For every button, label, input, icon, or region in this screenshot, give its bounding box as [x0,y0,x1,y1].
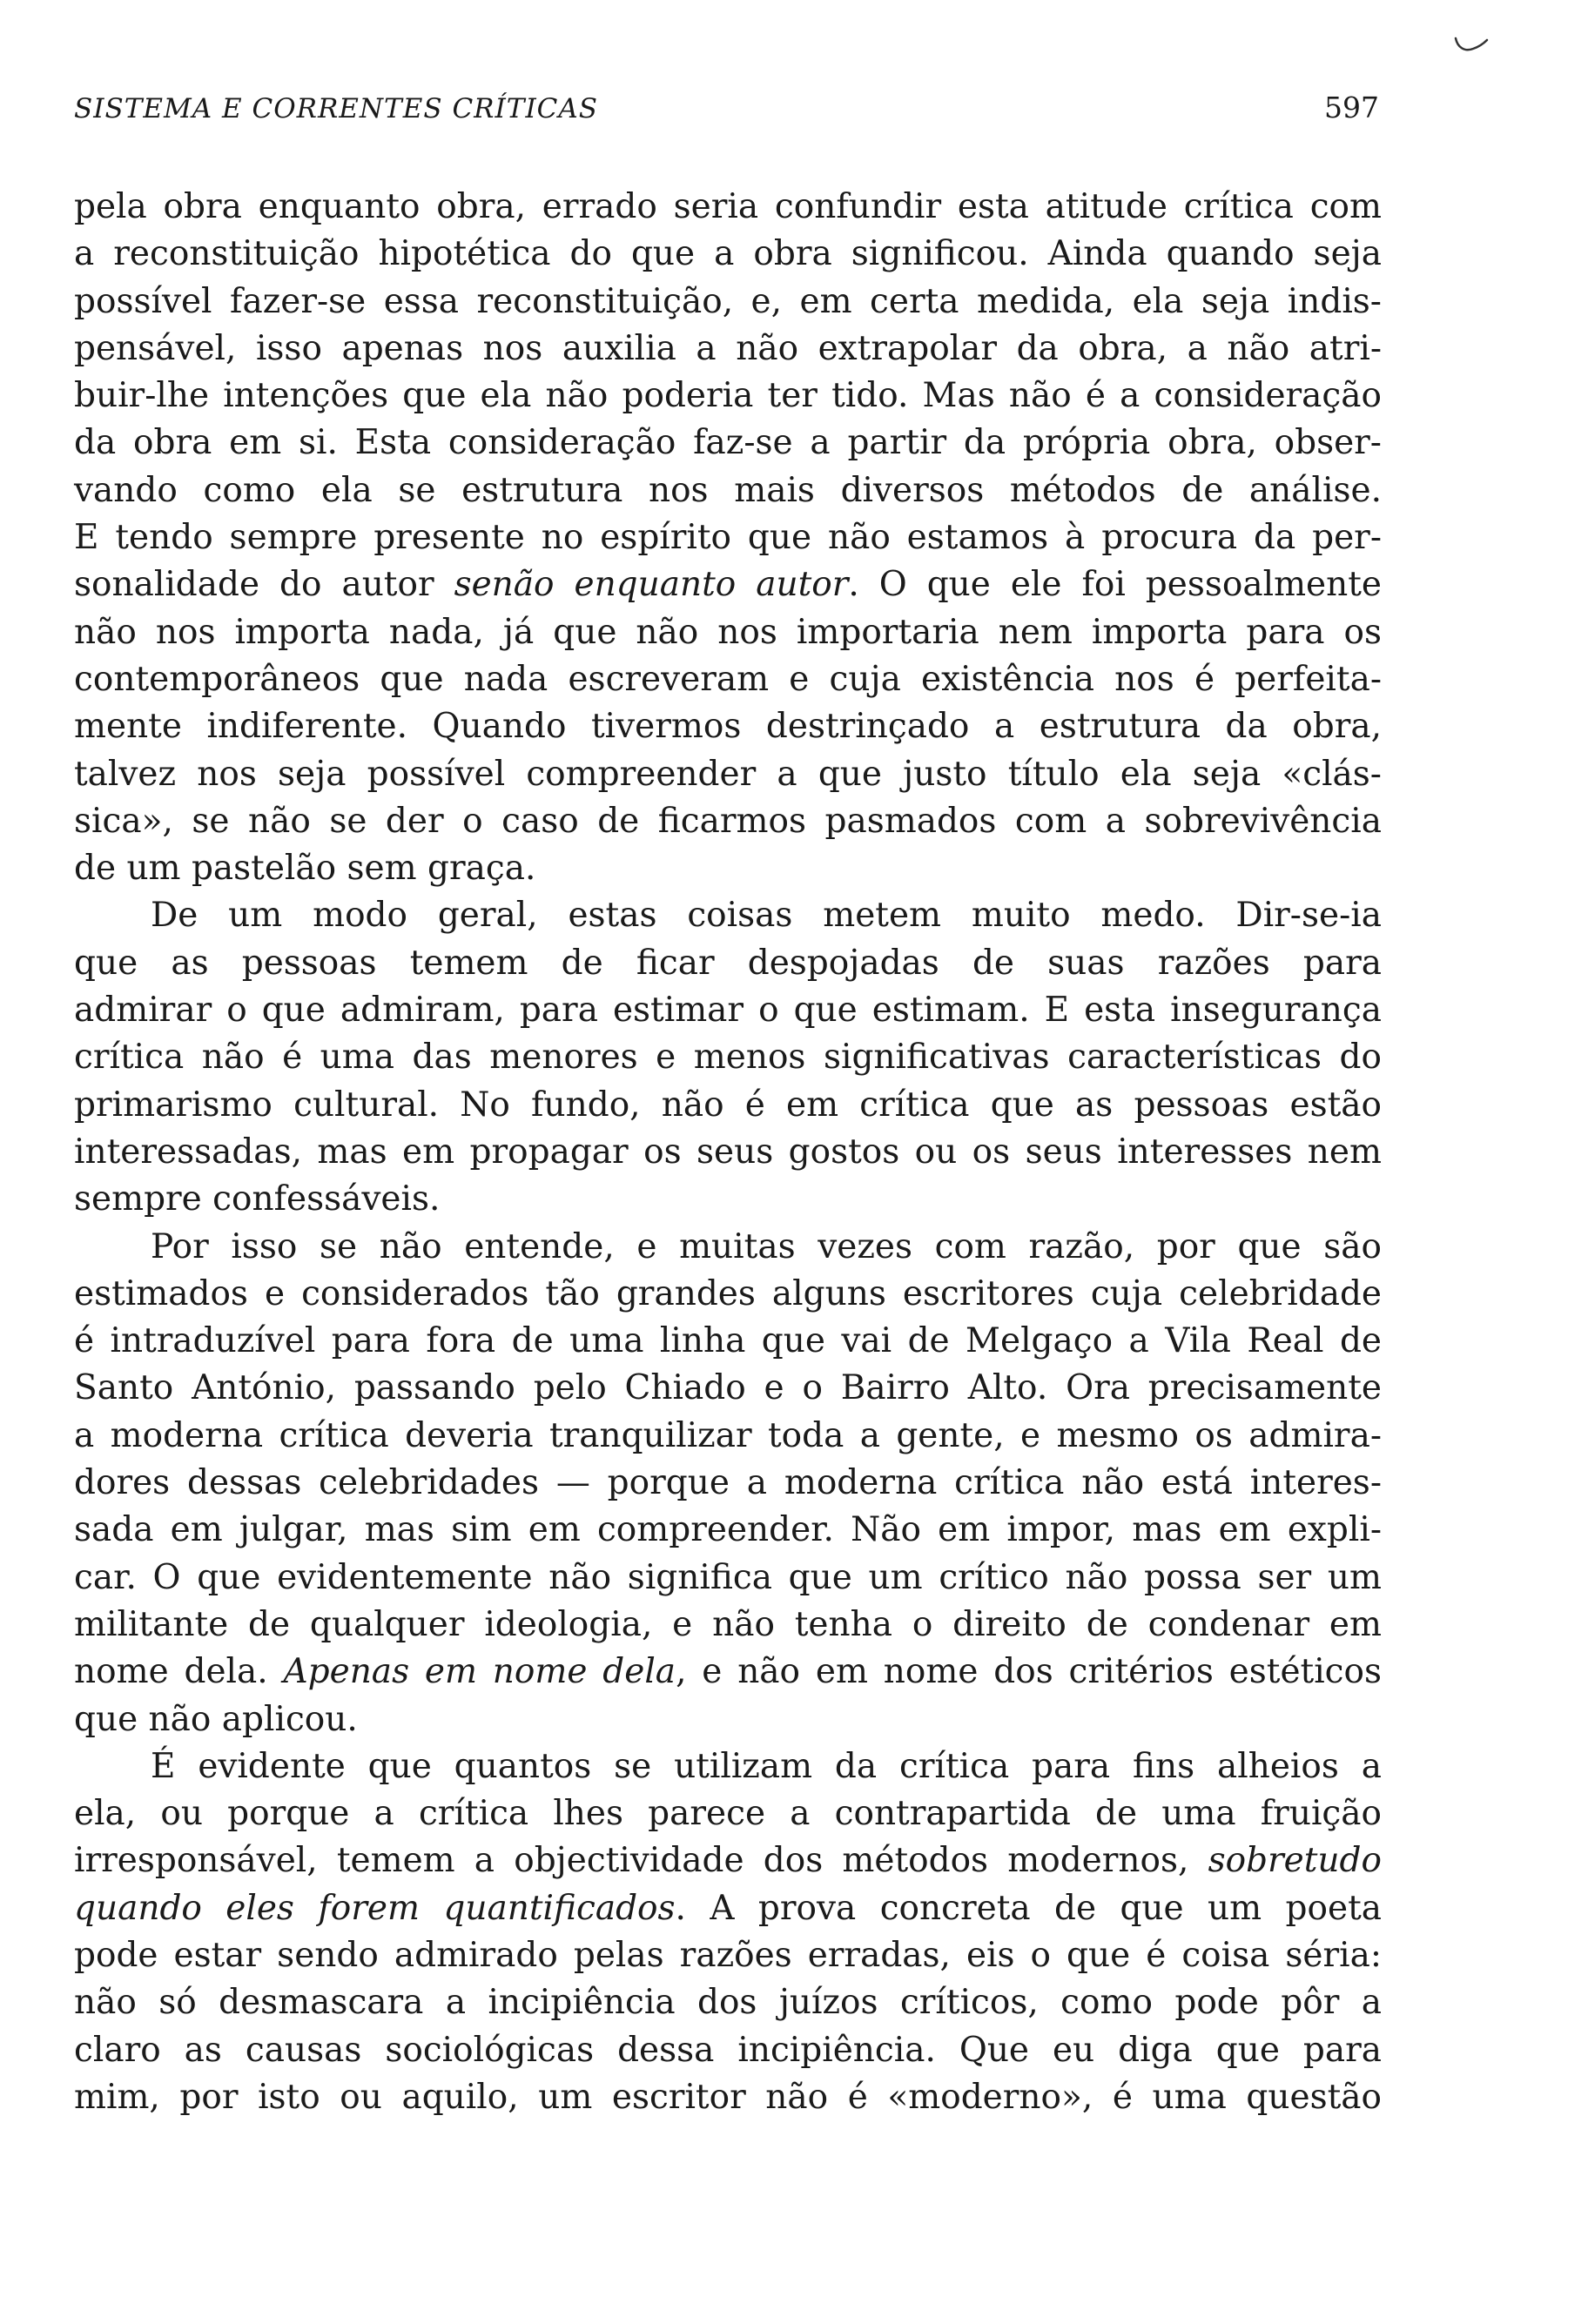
text-line [74,703,1382,750]
text-line [74,467,1382,514]
text-segment: ela, ou porque a crítica lhes parece a contrapartida de uma fruição [74,1794,1382,1834]
text-line [74,2074,1382,2121]
text-line [74,326,1382,373]
text-line [74,561,1382,608]
text-segment: vando como ela se estrutura nos mais diversos métodos de análise. [74,470,1382,510]
text-line [74,514,1382,561]
text-segment: mente indiferente. Quando tivermos destrinçado a estrutura da obra, [74,707,1382,747]
text-segment: crítica não é uma das menores e menos significativas características do [74,1038,1382,1078]
text-segment: nome dela. [74,1652,284,1692]
text-line [74,987,1382,1034]
text-line [74,892,1382,939]
text-segment: , e não em nome dos critérios estéticos [676,1652,1383,1692]
page-number: 597 [1324,91,1379,124]
text-segment: não nos importa nada, já que não nos importaria nem importa para os [74,612,1382,652]
text-segment: interessadas, mas em propagar os seus gostos ou os seus interesses nem [74,1132,1382,1172]
text-segment: buir-lhe intenções que ela não poderia ter tido. Mas não é a consideração [74,376,1382,416]
text-line [74,1790,1382,1837]
text-segment: pode estar sendo admirado pelas razões erradas, eis o que é coisa séria: [74,1935,1382,1975]
text-segment: contemporâneos que nada escreveram e cuja existência nos é perfeita- [74,659,1382,699]
text-segment: sada em julgar, mas sim em compreender. Não em impor, mas em expli- [74,1510,1382,1550]
text-segment: que as pessoas temem de ficar despojadas de suas razões para [74,943,1382,983]
text-line [74,1034,1382,1081]
text-segment: estimados e considerados tão grandes alguns escritores cuja celebridade [74,1273,1382,1313]
text-line [74,1271,1382,1318]
page-header [74,91,1379,124]
text-line [74,1460,1382,1507]
text-segment: que não aplicou. [74,1699,358,1739]
text-segment: mim, por isto ou aquilo, um escritor não é «moderno», é uma questão [74,2077,1382,2117]
text-segment: sempre confessáveis. [74,1179,441,1219]
text-segment: sonalidade do autor [74,565,454,605]
text-segment: De um modo geral, estas coisas metem muito medo. Dir-se-ia [151,896,1382,936]
text-line [74,609,1382,656]
text-line [74,1979,1382,2026]
text-line [74,231,1382,278]
text-segment: Santo António, passando pelo Chiado e o Bairro Alto. Ora precisamente [74,1368,1382,1408]
text-segment: Por isso se não entende, e muitas vezes com razão, por que são [151,1226,1382,1266]
italic-text: senão enquanto autor [454,565,849,605]
text-line [74,1318,1382,1365]
body-text [74,184,1382,2121]
text-line [74,1837,1382,1884]
text-line [74,845,1382,892]
text-line [74,656,1382,703]
text-segment: sica», se não se der o caso de ficarmos pasmados com a sobrevivência [74,801,1382,841]
text-segment: não só desmascara a incipiência dos juízos críticos, como pode pôr a [74,1983,1382,2023]
text-line [74,1365,1382,1412]
text-line [74,940,1382,987]
text-segment: É evidente que quantos se utilizam da crítica para fins alheios a [151,1746,1382,1786]
text-segment: a moderna crítica deveria tranquilizar toda a gente, e mesmo os admira- [74,1415,1382,1455]
text-line [74,1129,1382,1176]
text-segment: irresponsável, temem a objectividade dos métodos modernos, [74,1841,1208,1881]
italic-text: quando eles forem quantificados [74,1888,676,1928]
text-line [74,1602,1382,1649]
text-segment: militante de qualquer ideologia, e não tenha o direito de condenar em [74,1604,1382,1644]
running-head: SISTEMA E CORRENTES CRÍTICAS [74,93,599,124]
text-line [74,420,1382,467]
text-line [74,1555,1382,1602]
italic-text: sobretudo [1208,1841,1382,1881]
text-line [74,1413,1382,1460]
text-segment: pela obra enquanto obra, errado seria confundir esta atitude crítica com [74,187,1382,226]
text-line [74,1507,1382,1554]
text-line [74,279,1382,326]
text-line [74,1649,1382,1696]
text-segment: primarismo cultural. No fundo, não é em crítica que as pessoas estão [74,1085,1382,1125]
text-line [74,1696,1382,1743]
text-line [74,751,1382,798]
text-segment: admirar o que admiram, para estimar o que estimam. E esta insegurança [74,991,1382,1031]
text-line [74,1176,1382,1223]
text-line [74,1885,1382,1932]
text-line [74,1224,1382,1271]
text-line [74,373,1382,420]
text-segment: pensável, isso apenas nos auxilia a não extrapolar da obra, a não atri- [74,328,1382,368]
text-segment: é intraduzível para fora de uma linha que vai de Melgaço a Vila Real de [74,1321,1382,1361]
text-segment: . O que ele foi pessoalmente [848,565,1382,605]
text-segment: car. O que evidentemente não significa que um crítico não possa ser um [74,1557,1382,1597]
text-line [74,184,1382,231]
text-line [74,1082,1382,1129]
italic-text: Apenas em nome dela [283,1652,676,1692]
text-line [74,1743,1382,1790]
text-segment: claro as causas sociológicas dessa incipiência. Que eu diga que para [74,2030,1382,2070]
text-line [74,1932,1382,1979]
text-segment: possível fazer-se essa reconstituição, e, em certa medida, ela seja indis- [74,281,1382,321]
text-segment: talvez nos seja possível compreender a que justo título ela seja «clás- [74,754,1382,794]
text-segment: . A prova concreta de que um poeta [675,1888,1382,1928]
pencil-mark [1452,35,1490,57]
text-segment: de um pastelão sem graça. [74,849,536,889]
text-segment: da obra em si. Esta consideração faz-se a partir da própria obra, obser- [74,423,1382,463]
text-segment: a reconstituição hipotética do que a obra significou. Ainda quando seja [74,234,1382,274]
text-segment: dores dessas celebridades — porque a moderna crítica não está interes- [74,1463,1382,1503]
text-line [74,2027,1382,2074]
text-segment: E tendo sempre presente no espírito que não estamos à procura da per- [74,518,1382,558]
text-line [74,798,1382,845]
